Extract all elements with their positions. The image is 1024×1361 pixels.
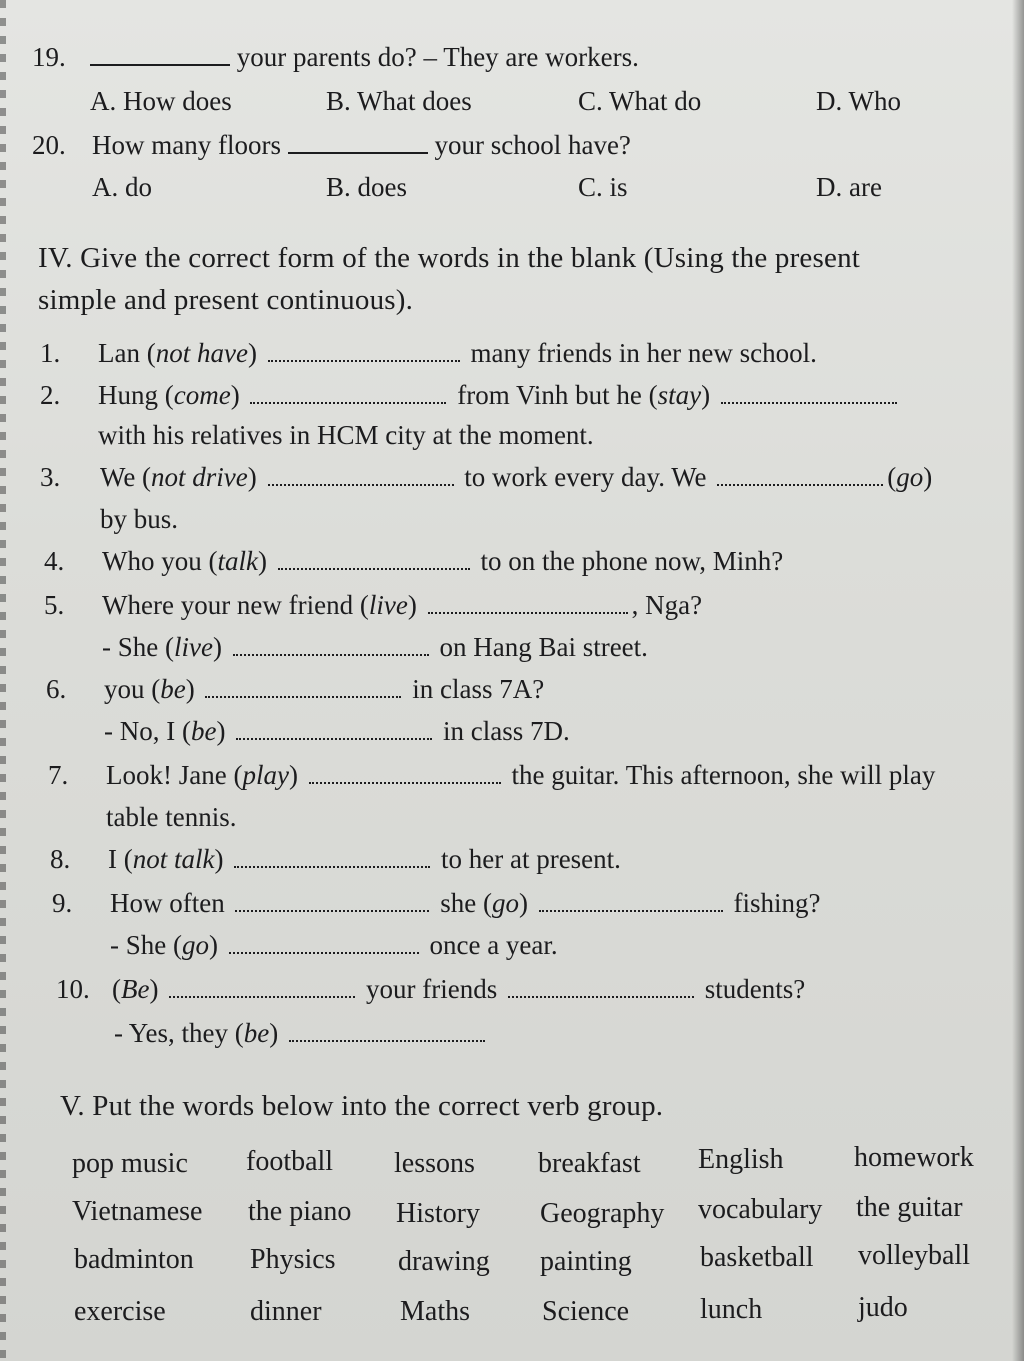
word-item: lessons [394,1148,475,1179]
binding-edge [0,0,6,1361]
word-item: drawing [398,1246,490,1277]
q19-option-b: B. What does [326,86,472,116]
word-item: painting [540,1246,632,1277]
answer-blank[interactable] [268,483,454,486]
answer-blank[interactable] [169,995,355,998]
section-4-title-line-2: simple and present continuous). [38,284,414,316]
item-2-text: Hung (come) from Vinh but he (stay) [98,382,901,409]
answer-blank[interactable] [428,611,628,614]
item-9-answer-line: - She (go) once a year. [110,930,558,960]
answer-blank[interactable] [233,653,429,656]
section-4-title-line-1: IV. Give the correct form of the words in the blank (Using the present [38,242,861,274]
word-item: lunch [700,1294,763,1325]
answer-blank[interactable] [90,64,230,66]
word-item: badminton [74,1244,194,1275]
item-10-number: 10. [56,974,90,1004]
answer-blank[interactable] [309,781,501,784]
answer-blank[interactable] [278,567,470,570]
item-6-text: you (be) in class 7A? [104,674,545,704]
answer-blank[interactable] [721,401,897,404]
word-item: Science [542,1296,630,1327]
answer-blank[interactable] [717,483,883,486]
q20-option-d: D. are [816,172,882,202]
question-20-text: How many floors your school have? [92,130,631,160]
item-10-text: (Be) your friends students? [112,974,806,1004]
item-2-continuation: with his relatives in HCM city at the moment. [98,420,594,450]
word-item: vocabulary [698,1194,823,1225]
word-item: Physics [250,1244,336,1275]
item-3-number: 3. [40,462,61,492]
answer-blank[interactable] [234,865,430,868]
question-19-number: 19. [32,42,66,72]
item-7-continuation: table tennis. [106,802,237,832]
item-6-number: 6. [46,674,67,704]
q20-option-b: B. does [326,172,407,202]
word-item: Vietnamese [72,1196,203,1227]
item-5-answer-line: - She (live) on Hang Bai street. [102,632,648,662]
answer-blank[interactable] [508,995,694,998]
word-item: exercise [74,1296,166,1327]
word-item: football [246,1146,334,1177]
item-5-text: Where your new friend (live) , Nga? [102,590,703,620]
answer-blank[interactable] [539,909,723,912]
word-item: dinner [250,1296,322,1327]
word-item: Geography [540,1198,665,1229]
word-item: Maths [400,1296,470,1327]
page-shadow [1012,0,1024,1361]
q20-option-a: A. do [92,172,152,202]
q20-option-c: C. is [578,172,628,202]
word-item: volleyball [858,1240,970,1271]
item-5-number: 5. [44,590,65,620]
item-3-continuation: by bus. [100,504,179,534]
answer-blank[interactable] [229,951,419,954]
item-1-text: Lan (not have) many friends in her new school. [98,338,817,368]
word-item: History [396,1198,480,1229]
item-4-number: 4. [44,546,65,576]
q19-option-a: A. How does [90,86,232,116]
answer-blank[interactable] [289,1039,485,1042]
item-4-text: Who you (talk) to on the phone now, Minh? [102,546,784,576]
word-item: the guitar [856,1192,963,1223]
item-9-number: 9. [52,888,73,918]
answer-blank[interactable] [236,737,432,740]
answer-blank[interactable] [235,909,429,912]
q19-option-d: D. Who [816,86,901,116]
answer-blank[interactable] [288,152,428,154]
item-1-number: 1. [40,338,61,368]
answer-blank[interactable] [250,401,446,404]
word-item: basketball [700,1242,814,1273]
item-6-answer-line: - No, I (be) in class 7D. [104,716,570,746]
item-9-text: How often she (go) fishing? [110,888,821,918]
word-item: judo [858,1292,908,1323]
item-10-answer-line: - Yes, they (be) [114,1020,489,1047]
q19-option-c: C. What do [578,86,702,116]
item-8-text: I (not talk) to her at present. [108,844,621,874]
section-5-title: V. Put the words below into the correct verb group. [60,1090,664,1122]
word-item: homework [854,1142,974,1173]
item-8-number: 8. [50,844,71,874]
item-7-number: 7. [48,760,69,790]
question-20-number: 20. [32,130,66,160]
word-item: the piano [248,1196,352,1227]
question-19-text: your parents do? – They are workers. [90,44,639,71]
item-7-text: Look! Jane (play) the guitar. This afternoon, she will play [106,760,936,790]
word-item: pop music [72,1148,188,1179]
answer-blank[interactable] [205,695,401,698]
answer-blank[interactable] [268,359,460,362]
word-item: breakfast [538,1148,641,1179]
item-2-number: 2. [40,380,61,410]
word-item: English [698,1144,784,1175]
item-3-text: We (not drive) to work every day. We (go) [100,462,933,492]
